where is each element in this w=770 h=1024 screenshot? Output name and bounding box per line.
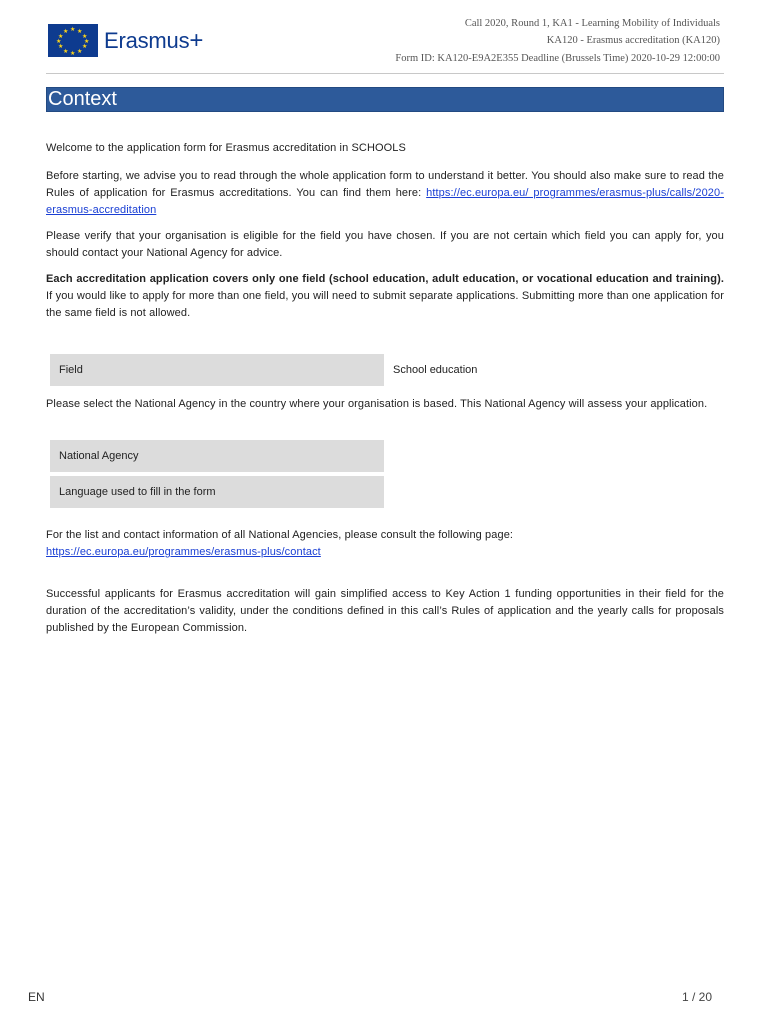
erasmus-logo: [48, 24, 203, 57]
form-id-line: Form ID: KA120-E9A2E355 Deadline (Brussels Time) 2020-10-29 12:00:00: [395, 53, 720, 64]
footer-language: EN: [28, 990, 45, 1004]
logo-wordmark: Erasmus+: [104, 26, 204, 54]
welcome-paragraph: Welcome to the application form for Erasmus accreditation in SCHOOLS: [46, 142, 406, 154]
national-agency-row: [46, 440, 724, 472]
language-label: Language used to fill in the form: [50, 476, 384, 508]
page-number: 1 / 20: [681, 990, 712, 1004]
call-line: Call 2020, Round 1, KA1 - Learning Mobility of Individuals: [464, 18, 720, 29]
eu-flag-icon: ★ ★ ★ ★ ★ ★ ★ ★ ★ ★ ★ ★: [48, 24, 98, 57]
closing-section: [46, 586, 724, 646]
closing-paragraph: Successful applicants for Erasmus accreditation will gain simplified access to Key Action 1 funding opportunities in their field for the duration of the accreditation’s validity, under the conditions defined in this call’s Rules of application and the yearly calls for proposals published by the European Commission.: [46, 588, 724, 634]
advice-paragraph: Before starting, we advise you to read through the whole application form to understand it better. You should also make sure to read the Rules of application for Erasmus accreditations. You can find them here: https://ec.europa.eu/ programmes/erasmus-plus/calls/2020-erasmus-accreditation: [46, 170, 724, 216]
rules-link[interactable]: https://ec.europa.eu/ programmes/erasmus-plus/calls/2020-erasmus-accreditation: [46, 187, 724, 216]
section-title: Context: [48, 88, 117, 110]
contact-paragraph: For the list and contact information of all National Agencies, please consult the following page: https://ec.europa.eu/programmes/erasmus-plus/contact: [46, 529, 514, 558]
field-label: Field: [50, 354, 384, 386]
contact-link[interactable]: https://ec.europa.eu/programmes/erasmus-plus/contact: [46, 546, 321, 558]
field-row: [46, 354, 724, 386]
header-divider: [46, 73, 724, 74]
national-agency-label: National Agency: [50, 440, 384, 472]
one-field-paragraph: Each accreditation application covers only one field (school education, adult education, or vocational education and training). If you would like to apply for more than one field, you will need to submit separate applications. Submitting more than one application for the same field is not allowed.: [46, 273, 724, 319]
action-line: KA120 - Erasmus accreditation (KA120): [546, 35, 720, 46]
eligibility-paragraph: Please verify that your organisation is eligible for the field you have chosen. If you are not certain which field you can apply for, you should contact your National Agency for advice.: [46, 230, 724, 259]
national-agency-paragraph: Please select the National Agency in the country where your organisation is based. This National Agency will assess your application.: [46, 398, 708, 410]
national-agency-intro: [46, 396, 724, 422]
language-row: [46, 476, 724, 508]
contact-section: [46, 527, 724, 561]
document-header-info: [395, 15, 720, 68]
context-content: [46, 140, 724, 331]
section-title-bar: [46, 87, 724, 112]
field-value[interactable]: School education: [393, 364, 478, 376]
